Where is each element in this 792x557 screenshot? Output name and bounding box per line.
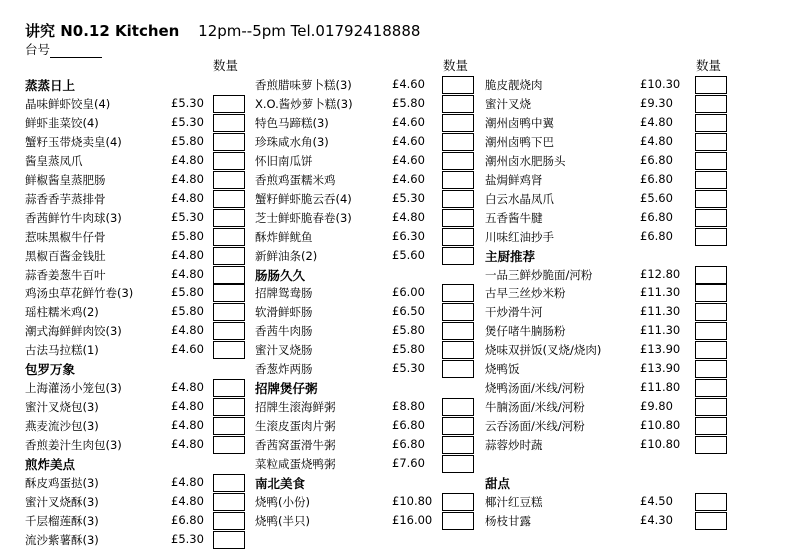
dish-price: £5.30 <box>171 531 204 546</box>
dish-price: £5.80 <box>171 285 204 300</box>
dish-price: £13.90 <box>640 361 681 376</box>
dish-price: £4.80 <box>171 380 204 395</box>
menu-item-row <box>25 341 247 359</box>
dish-name: 香煎姜汁生肉包(3) <box>25 438 122 453</box>
dish-price: £6.80 <box>640 152 673 167</box>
section-heading <box>255 474 476 492</box>
quantity-box[interactable] <box>213 512 245 530</box>
dish-name: 香煎鸡蛋糯米鸡 <box>255 172 336 187</box>
menu-item-row <box>485 133 729 151</box>
menu-item-row <box>25 379 247 397</box>
quantity-box[interactable] <box>213 303 245 321</box>
dish-price: £11.30 <box>640 323 681 338</box>
quantity-box[interactable] <box>213 322 245 340</box>
dish-price: £6.50 <box>392 304 425 319</box>
dish-price: £4.80 <box>171 247 204 262</box>
menu-column-1 <box>25 56 247 546</box>
dish-name: 蜜汁叉烧酥(3) <box>25 494 99 509</box>
menu-item-row <box>25 133 247 151</box>
dish-name: 干炒滑牛河 <box>485 305 543 320</box>
menu-item-row <box>485 171 729 189</box>
dish-price: £4.80 <box>171 190 204 205</box>
menu-item-row <box>25 417 247 435</box>
menu-item-row <box>25 474 247 492</box>
dish-name: 五香酱牛腱 <box>485 210 543 225</box>
section-title: 南北美食 <box>255 475 306 491</box>
dish-price: £4.60 <box>171 342 204 357</box>
dish-price: £5.30 <box>392 361 425 376</box>
menu-item-row <box>485 228 729 246</box>
dish-price: £6.80 <box>171 512 204 527</box>
quantity-box[interactable] <box>442 493 474 511</box>
section-heading <box>25 360 247 378</box>
quantity-box[interactable] <box>213 341 245 359</box>
menu-item-row <box>255 171 476 189</box>
quantity-box[interactable] <box>695 190 727 208</box>
dish-price: £4.80 <box>171 437 204 452</box>
dish-price: £11.80 <box>640 380 681 395</box>
quantity-box[interactable] <box>442 284 474 302</box>
quantity-box[interactable] <box>695 76 727 94</box>
dish-price: £5.30 <box>171 114 204 129</box>
section-heading <box>25 76 247 94</box>
quantity-box[interactable] <box>213 493 245 511</box>
quantity-box[interactable] <box>695 512 727 530</box>
menu-item-row <box>25 209 247 227</box>
menu-item-row <box>25 512 247 530</box>
dish-name: 烧味双拼饭(叉烧/烧肉) <box>485 343 602 358</box>
section-title: 肠肠久久 <box>255 267 306 283</box>
menu-item-row <box>485 114 729 132</box>
menu-item-row <box>255 133 476 151</box>
menu-item-row <box>255 95 476 113</box>
menu-item-row <box>485 322 729 340</box>
dish-price: £10.30 <box>640 77 681 91</box>
quantity-box[interactable] <box>442 303 474 321</box>
menu-item-row <box>485 493 729 511</box>
section-title: 甜点 <box>485 475 511 491</box>
menu-item-row <box>485 379 729 397</box>
quantity-box[interactable] <box>213 417 245 435</box>
dish-price: £16.00 <box>392 512 433 527</box>
dish-name: 云吞汤面/米线/河粉 <box>485 419 585 434</box>
quantity-box[interactable] <box>442 398 474 416</box>
dish-name: 潮州卤水肥肠头 <box>485 153 566 168</box>
menu-item-row <box>25 303 247 321</box>
quantity-box[interactable] <box>213 436 245 454</box>
menu-item-row <box>25 152 247 170</box>
menu-item-row <box>25 171 247 189</box>
dish-price: £12.80 <box>640 266 681 281</box>
dish-price: £5.30 <box>171 209 204 224</box>
quantity-box[interactable] <box>695 171 727 189</box>
quantity-box[interactable] <box>213 95 245 113</box>
dish-price: £4.60 <box>392 114 425 129</box>
dish-price: £4.60 <box>392 152 425 167</box>
dish-price: £5.80 <box>392 95 425 110</box>
dish-name: 黑椒百酱金钱肚 <box>25 248 106 263</box>
menu-column-2 <box>255 56 476 546</box>
menu-item-row <box>255 436 476 454</box>
dish-price: £4.80 <box>171 493 204 508</box>
menu-item-row <box>25 247 247 265</box>
quantity-box[interactable] <box>442 247 474 265</box>
quantity-box[interactable] <box>213 247 245 265</box>
dish-name: 芝士鲜虾脆春卷(3) <box>255 210 352 225</box>
quantity-box[interactable] <box>213 284 245 302</box>
menu-item-row <box>485 152 729 170</box>
section-title: 主厨推荐 <box>485 248 536 264</box>
dish-name: 怀旧南瓜饼 <box>255 153 313 168</box>
dish-name: 蜜汁叉烧包(3) <box>25 400 99 415</box>
dish-name: 鸡汤虫草花鲜竹卷(3) <box>25 286 134 301</box>
dish-name: 白云水晶凤爪 <box>485 191 554 206</box>
quantity-box[interactable] <box>442 95 474 113</box>
dish-price: £5.30 <box>171 95 204 110</box>
section-heading <box>255 379 476 397</box>
menu-item-row <box>255 284 476 302</box>
dish-price: £13.90 <box>640 342 681 357</box>
dish-name: 烧鸭(半只) <box>255 513 310 528</box>
dish-name: 古法马拉糕(1) <box>25 343 99 358</box>
dish-name: 杨枝甘露 <box>485 513 531 528</box>
dish-price: £4.60 <box>392 133 425 148</box>
menu-item-row <box>255 360 476 378</box>
dish-name: 千层榴莲酥(3) <box>25 513 99 528</box>
dish-price: £5.80 <box>392 323 425 338</box>
quantity-box[interactable] <box>442 133 474 151</box>
dish-name: 川味红油抄手 <box>485 229 554 244</box>
dish-name: 潮州卤鸭中翼 <box>485 115 554 130</box>
dish-price: £4.80 <box>171 474 204 489</box>
quantity-box[interactable] <box>442 341 474 359</box>
section-title: 煎炸美点 <box>25 457 76 472</box>
menu-item-row <box>25 284 247 302</box>
section-title: 蒸蒸日上 <box>25 78 76 93</box>
menu-column-3 <box>485 56 729 546</box>
menu-item-row <box>255 322 476 340</box>
dish-name: 蟹籽玉带烧卖皇(4) <box>25 134 122 149</box>
dish-price: £5.80 <box>171 228 204 243</box>
quantity-box[interactable] <box>442 322 474 340</box>
menu-item-row <box>485 512 729 530</box>
dish-name: 瑶柱糯米鸡(2) <box>25 305 99 320</box>
dish-name: 惹味黑椒牛仔骨 <box>25 229 106 244</box>
menu-item-row <box>255 247 476 265</box>
menu-item-row <box>485 76 729 94</box>
dish-price: £4.80 <box>640 133 673 148</box>
quantity-box[interactable] <box>695 114 727 132</box>
quantity-box[interactable] <box>213 190 245 208</box>
dish-name: 古早三丝炒米粉 <box>485 286 566 301</box>
dish-name: 招牌生滚海鲜粥 <box>255 400 336 415</box>
quantity-box[interactable] <box>442 417 474 435</box>
dish-name: 招牌鸳鸯肠 <box>255 286 313 301</box>
dish-price: £4.80 <box>640 114 673 129</box>
dish-price: £5.30 <box>392 190 425 205</box>
dish-price: £11.30 <box>640 304 681 319</box>
menu-item-row <box>255 190 476 208</box>
quantity-box[interactable] <box>442 436 474 454</box>
quantity-box[interactable] <box>213 228 245 246</box>
dish-name: 软滑鲜虾肠 <box>255 305 313 320</box>
menu-item-row <box>255 398 476 416</box>
quantity-box[interactable] <box>442 171 474 189</box>
quantity-box[interactable] <box>442 228 474 246</box>
dish-price: £5.60 <box>392 247 425 262</box>
dish-name: 香葱炸两肠 <box>255 362 313 377</box>
dish-price: £4.80 <box>171 418 204 433</box>
section-heading <box>255 266 476 284</box>
dish-name: 生滚皮蛋肉片粥 <box>255 419 336 434</box>
menu-item-row <box>485 209 729 227</box>
quantity-box[interactable] <box>695 95 727 113</box>
quantity-box[interactable] <box>442 209 474 227</box>
quantity-box[interactable] <box>695 133 727 151</box>
menu-item-row <box>485 303 729 321</box>
dish-price: £4.60 <box>392 77 425 91</box>
table-number-label: 台号 <box>25 42 51 57</box>
menu-item-row <box>25 95 247 113</box>
quantity-box[interactable] <box>213 209 245 227</box>
dish-price: £9.80 <box>640 399 673 414</box>
dish-price: £10.80 <box>640 418 681 433</box>
dish-price: £4.60 <box>392 171 425 186</box>
menu-item-row <box>485 341 729 359</box>
quantity-box[interactable] <box>442 190 474 208</box>
menu-item-row <box>255 228 476 246</box>
dish-price: £4.80 <box>171 171 204 186</box>
quantity-box[interactable] <box>213 133 245 151</box>
section-title: 招牌煲仔粥 <box>255 381 318 397</box>
menu-item-row <box>25 114 247 132</box>
dish-price: £6.00 <box>392 285 425 300</box>
dish-name: 一品三鲜炒脆面/河粉 <box>485 267 593 282</box>
menu-item-row <box>25 436 247 454</box>
dish-name: 蜜汁叉烧 <box>485 96 531 111</box>
quantity-header: 数量 <box>213 58 239 73</box>
menu-item-row <box>255 341 476 359</box>
quantity-box[interactable] <box>695 228 727 246</box>
quantity-box[interactable] <box>442 455 474 473</box>
dish-name: 燕麦流沙包(3) <box>25 419 99 434</box>
dish-price: £9.30 <box>640 95 673 110</box>
quantity-box[interactable] <box>213 474 245 492</box>
dish-name: 流沙紫薯酥(3) <box>25 532 99 547</box>
dish-price: £6.80 <box>640 228 673 243</box>
menu-item-row <box>255 512 476 530</box>
quantity-box[interactable] <box>695 322 727 340</box>
menu-item-row <box>255 303 476 321</box>
dish-price: £5.80 <box>171 133 204 148</box>
dish-name: 脆皮靓烧肉 <box>485 78 543 92</box>
dish-price: £4.80 <box>171 152 204 167</box>
section-heading <box>485 474 729 492</box>
dish-price: £6.30 <box>392 228 425 243</box>
dish-name: 珍珠咸水角(3) <box>255 134 329 149</box>
dish-price: £11.30 <box>640 285 681 300</box>
dish-price: £4.30 <box>640 512 673 527</box>
dish-price: £6.80 <box>392 418 425 433</box>
menu-item-row <box>485 436 729 454</box>
quantity-header: 数量 <box>696 58 722 73</box>
menu-item-row <box>485 284 729 302</box>
section-title: 包罗万象 <box>25 362 76 378</box>
dish-name: X.O.酱炒萝卜糕(3) <box>255 96 353 111</box>
dish-name: 酥炸鲜鱿鱼 <box>255 229 313 244</box>
dish-name: 蒜香香芋蒸排骨 <box>25 191 106 206</box>
quantity-box[interactable] <box>213 266 245 284</box>
menu-item-row <box>255 417 476 435</box>
dish-name: 香茜窝蛋滑牛粥 <box>255 438 336 453</box>
quantity-box[interactable] <box>695 303 727 321</box>
menu-item-row <box>25 531 247 549</box>
dish-name: 鲜椒酱皇蒸肥肠 <box>25 172 106 187</box>
dish-name: 潮式海鲜鲜肉饺(3) <box>25 324 122 339</box>
quantity-box[interactable] <box>695 152 727 170</box>
menu-item-row <box>25 228 247 246</box>
quantity-box[interactable] <box>213 379 245 397</box>
opening-hours-phone: 12pm--5pm Tel.01792418888 <box>198 22 421 40</box>
quantity-box[interactable] <box>695 417 727 435</box>
dish-name: 盐焗鲜鸡肾 <box>485 172 543 187</box>
dish-name: 新鲜油条(2) <box>255 248 318 263</box>
quantity-box[interactable] <box>695 266 727 284</box>
menu-item-row <box>485 398 729 416</box>
menu-item-row <box>25 493 247 511</box>
quantity-box[interactable] <box>695 493 727 511</box>
menu-item-row <box>485 360 729 378</box>
menu-header <box>25 20 420 41</box>
dish-price: £4.50 <box>640 493 673 508</box>
dish-name: 烧鸭汤面/米线/河粉 <box>485 381 585 396</box>
dish-name: 烧鸭(小份) <box>255 494 310 509</box>
dish-name: 菜粒咸蛋烧鸭粥 <box>255 457 336 471</box>
dish-name: 蜜汁叉烧肠 <box>255 343 313 358</box>
dish-price: £4.80 <box>171 399 204 414</box>
dish-price: £8.80 <box>392 399 425 414</box>
menu-item-row <box>255 455 476 473</box>
quantity-header: 数量 <box>443 58 469 73</box>
quantity-box[interactable] <box>695 284 727 302</box>
menu-item-row <box>485 266 729 284</box>
quantity-box[interactable] <box>442 76 474 94</box>
quantity-box[interactable] <box>442 114 474 132</box>
dish-price: £4.80 <box>171 323 204 338</box>
dish-name: 蟹籽鲜虾脆云吞(4) <box>255 191 352 206</box>
dish-name: 香茜牛肉肠 <box>255 324 313 339</box>
dish-name: 鲜虾韭菜饺(4) <box>25 115 99 130</box>
dish-price: £5.80 <box>171 304 204 319</box>
quantity-box[interactable] <box>442 152 474 170</box>
quantity-box[interactable] <box>213 398 245 416</box>
quantity-box[interactable] <box>442 512 474 530</box>
menu-item-row <box>255 209 476 227</box>
quantity-box[interactable] <box>695 209 727 227</box>
quantity-box[interactable] <box>695 341 727 359</box>
dish-name: 烧鸭饭 <box>485 362 520 377</box>
dish-name: 蒜香姜葱牛百叶 <box>25 267 106 282</box>
dish-name: 香煎腊味萝卜糕(3) <box>255 78 352 92</box>
dish-price: £4.80 <box>171 266 204 281</box>
menu-item-row <box>485 417 729 435</box>
section-heading <box>25 455 247 473</box>
dish-name: 酱皇蒸凤爪 <box>25 153 83 168</box>
quantity-box[interactable] <box>213 152 245 170</box>
dish-name: 蒜蓉炒时蔬 <box>485 438 543 453</box>
dish-price: £7.60 <box>392 456 425 470</box>
dish-price: £6.80 <box>392 437 425 452</box>
quantity-box[interactable] <box>695 436 727 454</box>
dish-price: £6.80 <box>640 209 673 224</box>
dish-name: 煲仔啫牛腩肠粉 <box>485 324 566 339</box>
dish-name: 酥皮鸡蛋挞(3) <box>25 475 99 490</box>
dish-price: £4.80 <box>392 209 425 224</box>
quantity-box[interactable] <box>695 379 727 397</box>
dish-name: 潮州卤鸭下巴 <box>485 134 554 149</box>
quantity-box[interactable] <box>213 531 245 549</box>
dish-name: 特色马蹄糕(3) <box>255 115 329 130</box>
menu-item-row <box>255 114 476 132</box>
dish-price: £6.80 <box>640 171 673 186</box>
restaurant-name: 讲究 N0.12 Kitchen <box>25 22 180 40</box>
dish-name: 晶味鲜虾饺皇(4) <box>25 96 111 111</box>
quantity-box[interactable] <box>442 360 474 378</box>
dish-price: £5.60 <box>640 190 673 205</box>
dish-name: 牛腩汤面/米线/河粉 <box>485 400 585 415</box>
dish-price: £5.80 <box>392 342 425 357</box>
dish-name: 椰汁红豆糕 <box>485 494 543 509</box>
section-heading <box>485 247 729 265</box>
dish-price: £10.80 <box>640 437 681 452</box>
menu-item-row <box>25 190 247 208</box>
menu-item-row <box>255 152 476 170</box>
menu-item-row <box>485 95 729 113</box>
menu-item-row <box>25 322 247 340</box>
menu-item-row <box>25 266 247 284</box>
menu-item-row <box>255 493 476 511</box>
quantity-box[interactable] <box>213 171 245 189</box>
menu-item-row <box>25 398 247 416</box>
menu-item-row <box>255 76 476 94</box>
quantity-box[interactable] <box>695 360 727 378</box>
quantity-box[interactable] <box>213 114 245 132</box>
dish-name: 香茜鲜竹牛肉球(3) <box>25 210 122 225</box>
dish-name: 上海灌汤小笼包(3) <box>25 381 122 396</box>
menu-item-row <box>485 190 729 208</box>
quantity-box[interactable] <box>695 398 727 416</box>
dish-price: £10.80 <box>392 493 433 508</box>
